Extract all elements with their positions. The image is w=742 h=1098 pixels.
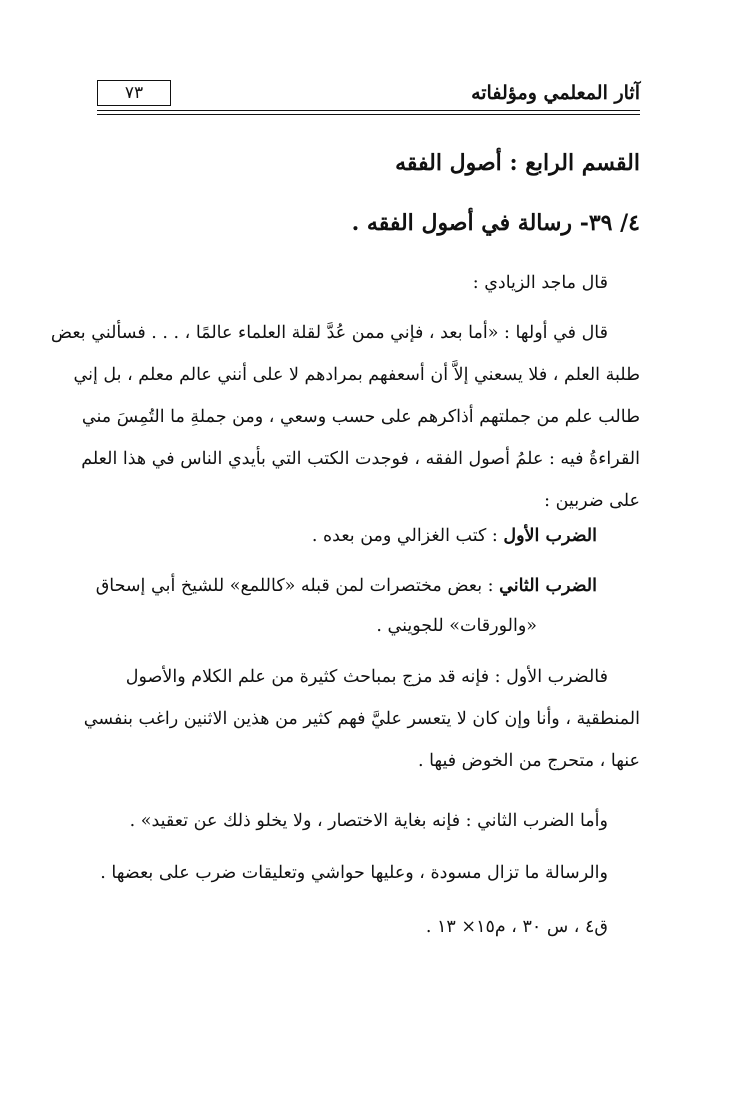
page-number: ٧٣ [97,80,171,106]
list-item-second-type [97,566,597,646]
paragraph-1-line-2: طلبة العلم ، فلا يسعني إلاَّ أن أسعفهم بمرادهم لا على أنني عالم معلم ، بل إني [73,365,640,385]
item-1-label: الضرب الأول [503,526,597,546]
section-heading: القسم الرابع : أصول الفقه [395,150,640,176]
header-rule [97,110,640,111]
paragraph-3: وأما الضرب الثاني : فإنه بغاية الاختصار ، ولا يخلو ذلك عن تعقيد» . [129,811,608,831]
paragraph-2-line-2: المنطقية ، وأنا وإن كان لا يتعسر عليَّ فهم كثير من هذين الاثنين راغب بنفسي [83,709,640,729]
paragraph-2 [83,656,640,782]
item-2-line-1: : بعض مختصرات لمن قبله «كاللمع» للشيخ أبي إسحاق [95,576,494,596]
paragraph-1-line-5: على ضربين : [544,491,640,511]
paragraph-1-line-1: قال في أولها : «أما بعد ، فإني ممن عُدَّ لقلة العلماء عالمًا ، . . . فسألني بعض [50,323,608,343]
paragraph-2-line-3: عنها ، متحرج من الخوض فيها . [417,751,640,771]
header-rule-second [97,114,640,115]
item-2-line-2: «والورقات» للجويني . [376,616,537,636]
paragraph-1-line-3: طالب علم من جملتهم أذاكرهم على حسب وسعي ، ومن جملةِ ما التُمِسَ مني [81,407,640,427]
list-item-first-type [97,516,597,556]
paragraph-1-line-4: القراءةُ فيه : علمُ أصول الفقه ، فوجدت الكتب التي بأيدي الناس في هذا العلم [81,449,640,469]
page-header [97,78,640,110]
paragraph-4: والرسالة ما تزال مسودة ، وعليها حواشي وتعليقات ضرب على بعضها . [100,863,608,883]
entry-title: ٤/ ٣٩- رسالة في أصول الفقه . [351,210,640,236]
item-2-label: الضرب الثاني [499,576,597,596]
paragraph-1 [50,312,640,522]
paragraph-5: ق٤ ، س ٣٠ ، م١٥× ١٣ . [425,917,608,937]
item-1-text: : كتب الغزالي ومن بعده . [311,526,498,546]
intro-line: قال ماجد الزيادي : [472,273,608,293]
running-title: آثار المعلمي ومؤلفاته [471,82,640,104]
paragraph-2-line-1: فالضرب الأول : فإنه قد مزج بمباحث كثيرة من علم الكلام والأصول [125,667,608,687]
